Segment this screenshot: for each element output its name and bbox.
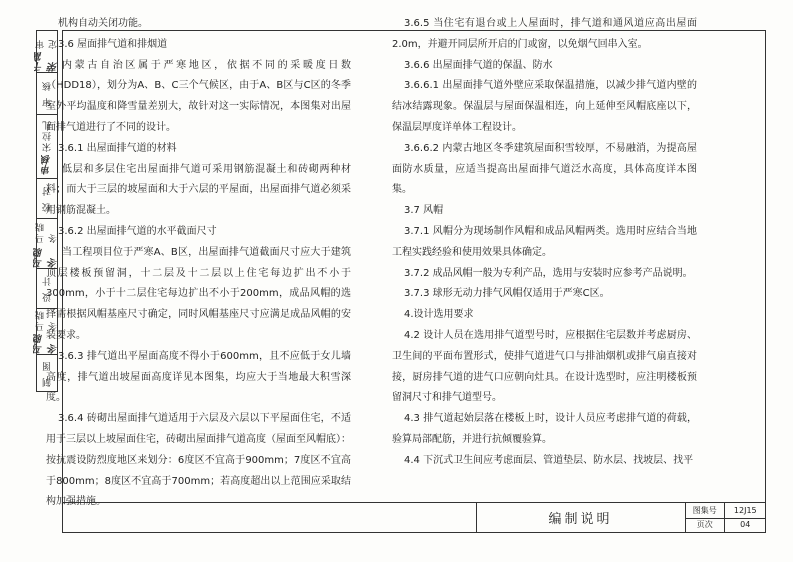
paragraph: 3.7.2 成品风帽一般为专利产品，选用与安装时应参考产品说明。 xyxy=(404,267,693,279)
strip-label: 审 定 xyxy=(36,37,59,49)
right-text-column xyxy=(392,14,697,472)
strip-label: 校 对 xyxy=(42,185,53,212)
section-heading: 4.设计选用要求 xyxy=(404,309,474,321)
signature: 马晓冬 xyxy=(34,248,60,268)
left-text-column xyxy=(46,14,351,513)
signature: 马晓冬 xyxy=(34,334,60,354)
page-number-label: 页次 xyxy=(686,518,725,533)
paragraph: 当工程项目位于严寒A、B区，出屋面排气道截面尺寸应大于建筑顶层楼板预留洞，十二层及十二层以上住宅每边扩出不小于300mm，小于十二层住宅每边扩出不小于200mm，成品风帽的选择需根据风帽基座尺寸确定，同时风帽基座尺寸应满足成品风帽的安装要求。 xyxy=(46,246,351,341)
paragraph: 4.2 设计人员在选用排气道型号时，应根据住宅层数并考虑厨房、卫生间的平面布置形式，使排气道进气口与排油烟机或排气扇直接对接，厨房排气道的进气口应朝向灶具。在设计选型时，应注明楼板预留洞尺寸和排气道型号。 xyxy=(392,329,697,404)
strip-label: 宋拉扎 xyxy=(42,118,53,152)
atlas-number-value: 12J15 xyxy=(733,505,757,515)
section-heading: 3.6.6 出屋面排气道的保温、防水 xyxy=(404,59,553,71)
strip-label: 设 计 xyxy=(42,275,53,302)
paragraph: 3.6.4 砖砌出屋面排气道适用于六层及六层以下平屋面住宅，不适用于三层以上坡屋面住宅，砖砌出屋面排气道高度（屋面至风帽底）：按抗震设防烈度地区来划分：6度区不宜高于900mm；7度区不宜高于800mm；8度区不宜高于700mm；若高度超出以上范围应采取结构加强措施。 xyxy=(46,413,351,508)
atlas-number-row xyxy=(686,503,766,519)
page-number-row xyxy=(686,518,766,533)
paragraph: 3.6.5 当住宅有退台或上人屋面时，排气道和通风道应高出屋面2.0m，并避开同层所开启的门或窗，以免烟气回串入室。 xyxy=(392,18,697,50)
signature: 审核 xyxy=(41,154,53,175)
signature: 千富荣 xyxy=(34,52,60,72)
strip-label: 马晓冬 xyxy=(36,309,59,331)
paragraph: 3.7.3 球形无动力排气风帽仅适用于严寒C区。 xyxy=(404,288,610,300)
paragraph: 低层和多层住宅出屋面排气道可采用钢筋混凝土和砖砌两种材料；而大于三层的坡屋面和大于六层的平屋面，出屋面排气道必须采用钢筋混凝土。 xyxy=(46,163,351,217)
section-heading: 3.6.1 出屋面排气道的材料 xyxy=(58,142,177,154)
atlas-number-label: 图集号 xyxy=(686,503,725,518)
page-number-value: 04 xyxy=(740,520,751,530)
strip-label: 制 图 xyxy=(42,359,53,387)
title-block-grid xyxy=(686,503,766,532)
paragraph: 3.6.6.1 出屋面排气道外壁应采取保温措施，以减少排气道内壁的结冰结露现象。保温层与屋面保温相连，向上延伸至风帽底座以下，保温层厚度详单体工程设计。 xyxy=(392,80,697,133)
paragraph: 内蒙古自治区属于严寒地区，依据不同的采暖度日数（HDD18），划分为A、B、C三个气候区，由于A、B区与C区的冬季室外平均温度和降雪量差别大，故针对这一实际情况，本图集对出屋面排气道进行了不同的设计。 xyxy=(46,59,351,133)
strip-label: 马晓冬 xyxy=(36,221,59,244)
section-heading: 3.6.2 出屋面排气道的水平截面尺寸 xyxy=(58,225,217,237)
title-block-title: 编制说明 xyxy=(476,503,686,532)
paragraph: 机构自动关闭功能。 xyxy=(58,18,148,29)
paragraph: 3.7.1 风帽分为现场制作风帽和成品风帽两类。选用时应结合当地工程实践经验和使用效果具体确定。 xyxy=(392,225,697,258)
strip-label: 审 核 xyxy=(42,80,53,107)
section-heading: 3.7 风帽 xyxy=(404,205,444,217)
paragraph: 4.4 下沉式卫生间应考虑面层、管道垫层、防水层、找坡层、找平 xyxy=(404,454,694,466)
section-heading: 3.6 屋面排气道和排烟道 xyxy=(58,38,168,50)
paragraph: 3.6.3 排气道出平屋面高度不得小于600mm，且不应低于女儿墙高度，排气道出坡屋面高度详见本图集，均应大于当地最大积雪深度。 xyxy=(46,350,351,404)
paragraph: 3.6.6.2 内蒙古地区冬季建筑屋面积雪较厚，不易融消，为提高屋面防水质量，应适当提高出屋面排气道泛水高度，具体高度详本图集。 xyxy=(392,142,697,196)
paragraph: 4.3 排气道起始层落在楼板上时，设计人员应考虑排气道的荷载，验算局部配筋，并进行抗倾覆验算。 xyxy=(392,413,697,445)
